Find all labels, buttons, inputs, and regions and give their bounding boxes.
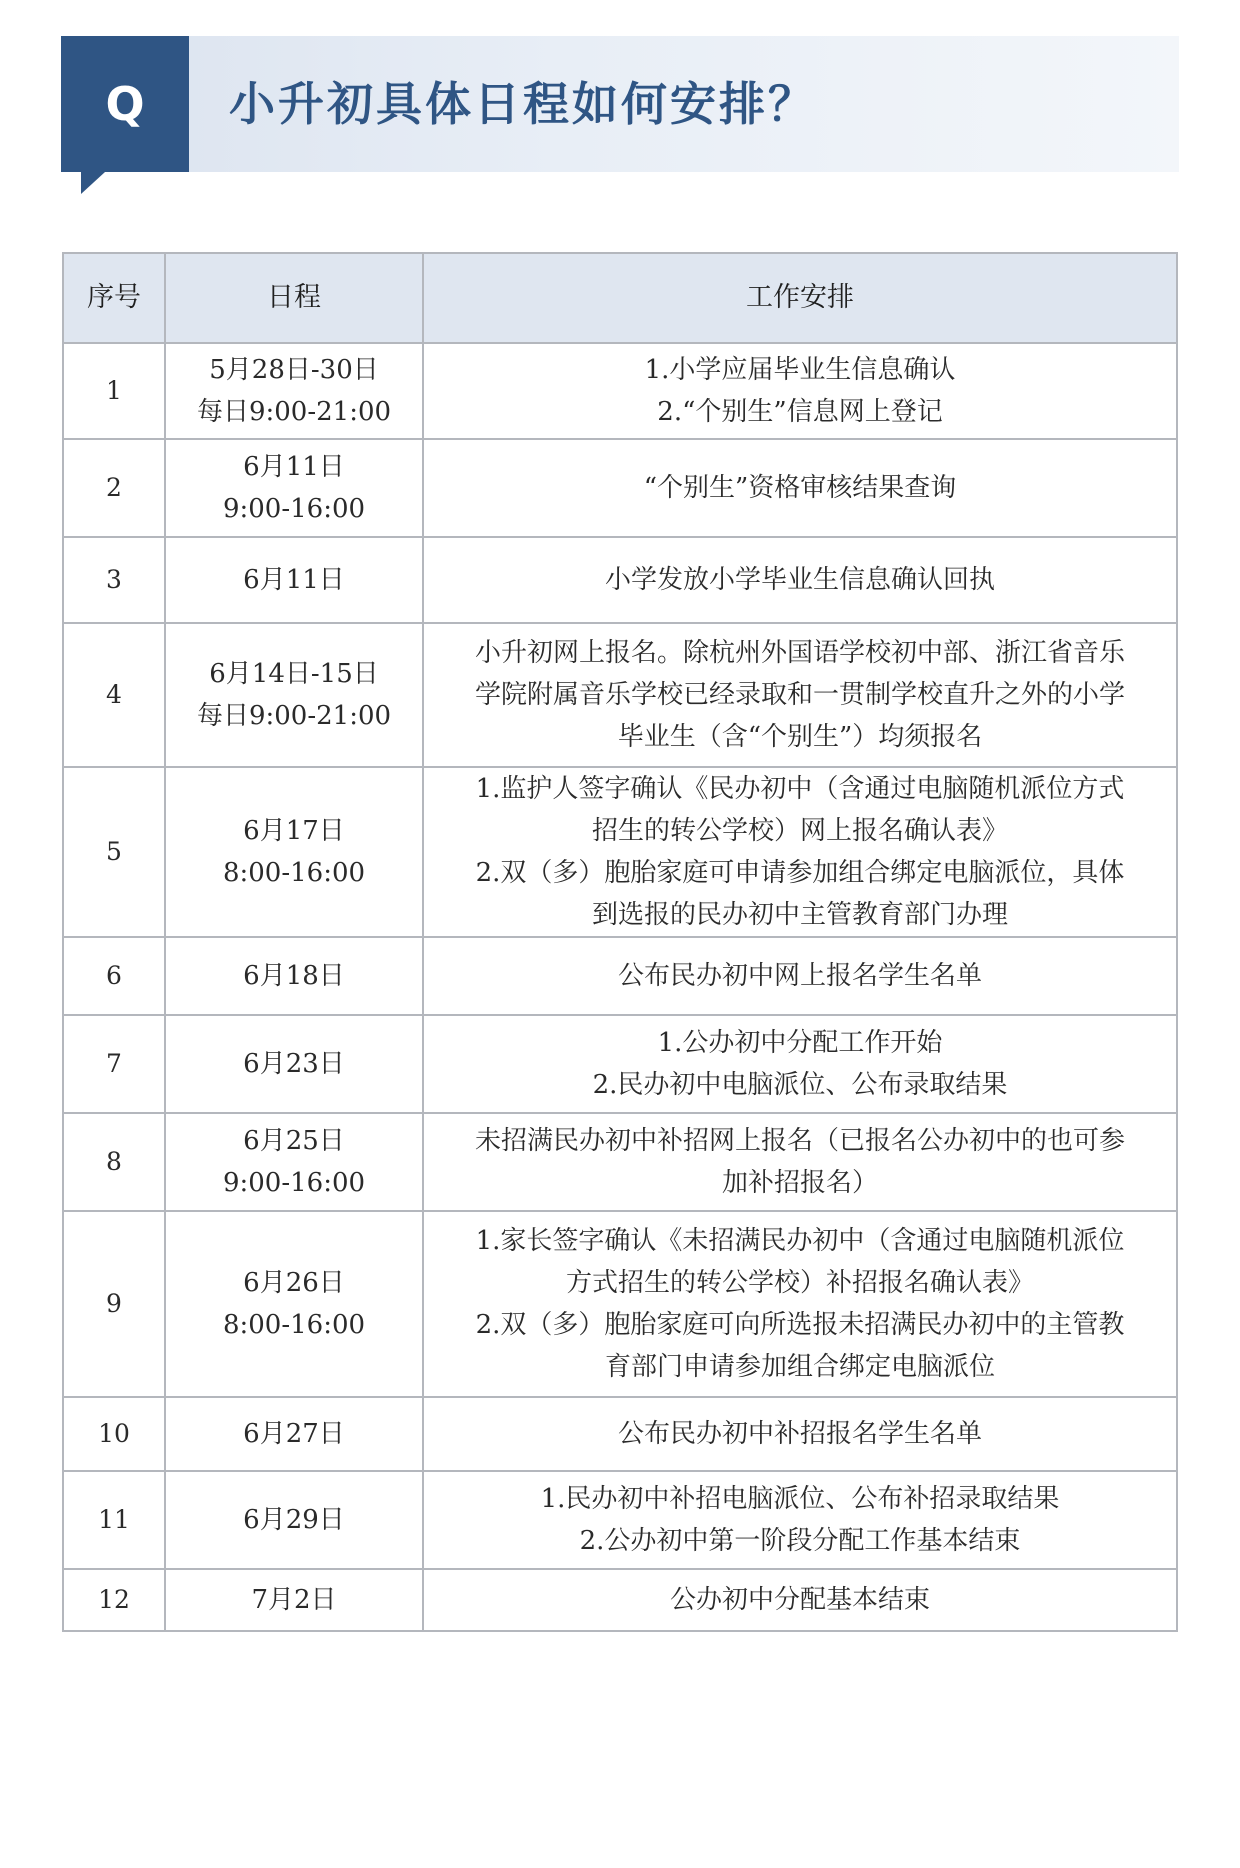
work-arrangement-line: 2.双（多）胞胎家庭可向所选报未招满民办初中的主管教: [475, 1310, 1125, 1340]
work-arrangement-line: 方式招生的转公学校）补招报名确认表》: [565, 1268, 1034, 1298]
table-row: [63, 1471, 1177, 1569]
row-number-cell: 2: [63, 439, 165, 537]
work-arrangement-cell: [423, 623, 1177, 767]
table-row: [63, 623, 1177, 767]
work-arrangement-cell: [423, 1113, 1177, 1211]
table-row: [63, 937, 1177, 1015]
schedule-date-line: 6月18日: [243, 961, 345, 991]
q-badge: [61, 36, 189, 172]
row-number-cell: 1: [63, 343, 165, 439]
work-arrangement-line: 育部门申请参加组合绑定电脑派位: [604, 1352, 995, 1382]
work-arrangement-line: 2.“个别生”信息网上登记: [657, 397, 943, 427]
schedule-date-line: 每日9:00-21:00: [196, 397, 392, 427]
work-arrangement-cell: [423, 1211, 1177, 1397]
table-header: [63, 253, 1177, 343]
table-body: [63, 343, 1177, 1631]
table-row: [63, 1397, 1177, 1471]
work-arrangement-line: 1.监护人签字确认《民办初中（含通过电脑随机派位方式: [475, 774, 1125, 804]
schedule-date-line: 6月27日: [243, 1419, 345, 1449]
schedule-date-line: 7月2日: [251, 1585, 337, 1615]
work-arrangement-cell: [423, 767, 1177, 937]
work-arrangement-cell: [423, 937, 1177, 1015]
schedule-date-cell: [165, 1113, 423, 1211]
work-arrangement-cell: [423, 537, 1177, 623]
schedule-date-line: 5月28日-30日: [209, 355, 379, 385]
schedule-date-line: 6月14日-15日: [209, 659, 379, 689]
schedule-date-line: 6月23日: [243, 1049, 345, 1079]
q-badge-letter: Q: [105, 77, 145, 131]
question-header: [61, 36, 1179, 172]
work-arrangement-line: “个别生”资格审核结果查询: [643, 473, 957, 503]
page-title: 小升初具体日程如何安排？: [229, 77, 817, 131]
row-number-cell: 11: [63, 1471, 165, 1569]
schedule-date-cell: [165, 937, 423, 1015]
schedule-date-line: 6月11日: [243, 452, 345, 482]
work-arrangement-line: 公办初中分配基本结束: [669, 1585, 930, 1615]
table-row: [63, 1015, 1177, 1113]
schedule-date-cell: [165, 1015, 423, 1113]
work-arrangement-line: 2.双（多）胞胎家庭可申请参加组合绑定电脑派位，具体: [475, 858, 1125, 888]
schedule-date-line: 9:00-16:00: [222, 1168, 366, 1198]
schedule-date-cell: [165, 1211, 423, 1397]
row-number-cell: 7: [63, 1015, 165, 1113]
schedule-date-line: 8:00-16:00: [222, 1310, 366, 1340]
work-arrangement-line: 1.小学应届毕业生信息确认: [644, 355, 956, 385]
work-arrangement-line: 学院附属音乐学校已经录取和一贯制学校直升之外的小学: [474, 680, 1125, 710]
work-arrangement-line: 小升初网上报名。除杭州外国语学校初中部、浙江省音乐: [474, 638, 1125, 668]
table-row: [63, 343, 1177, 439]
schedule-date-cell: [165, 439, 423, 537]
work-arrangement-line: 1.家长签字确认《未招满民办初中（含通过电脑随机派位: [475, 1226, 1125, 1256]
schedule-date-line: 8:00-16:00: [222, 858, 366, 888]
row-number-cell: 6: [63, 937, 165, 1015]
work-arrangement-cell: [423, 1471, 1177, 1569]
work-arrangement-line: 1.公办初中分配工作开始: [657, 1028, 943, 1058]
work-arrangement-cell: [423, 343, 1177, 439]
schedule-date-line: 6月26日: [243, 1268, 345, 1298]
row-number-cell: 9: [63, 1211, 165, 1397]
schedule-date-cell: [165, 767, 423, 937]
schedule-date-cell: [165, 1569, 423, 1631]
row-number-cell: 3: [63, 537, 165, 623]
table-row: [63, 767, 1177, 937]
q-badge-tail: [81, 172, 105, 194]
work-arrangement-line: 到选报的民办初中主管教育部门办理: [591, 900, 1008, 930]
table-row: [63, 1569, 1177, 1631]
work-arrangement-line: 招生的转公学校）网上报名确认表》: [591, 816, 1008, 846]
work-arrangement-line: 未招满民办初中补招网上报名（已报名公办初中的也可参: [474, 1126, 1125, 1156]
table-row: [63, 537, 1177, 623]
schedule-date-line: 6月25日: [243, 1126, 345, 1156]
row-number-cell: 10: [63, 1397, 165, 1471]
work-arrangement-cell: [423, 1397, 1177, 1471]
work-arrangement-line: 毕业生（含“个别生”）均须报名: [617, 722, 983, 752]
column-header-work: 工作安排: [423, 253, 1177, 343]
schedule-date-line: 6月29日: [243, 1505, 345, 1535]
schedule-date-line: 6月17日: [243, 816, 345, 846]
column-header-date: 日程: [165, 253, 423, 343]
row-number-cell: 12: [63, 1569, 165, 1631]
work-arrangement-cell: [423, 439, 1177, 537]
schedule-date-cell: [165, 1397, 423, 1471]
table-row: [63, 1113, 1177, 1211]
schedule-table: [62, 252, 1178, 1632]
work-arrangement-line: 1.民办初中补招电脑派位、公布补招录取结果: [540, 1484, 1060, 1514]
table-header-row: [63, 253, 1177, 343]
schedule-date-line: 9:00-16:00: [222, 494, 366, 524]
schedule-date-cell: [165, 537, 423, 623]
table-row: [63, 1211, 1177, 1397]
row-number-cell: 5: [63, 767, 165, 937]
work-arrangement-line: 小学发放小学毕业生信息确认回执: [604, 565, 995, 595]
work-arrangement-cell: [423, 1015, 1177, 1113]
schedule-date-cell: [165, 1471, 423, 1569]
column-header-no: 序号: [63, 253, 165, 343]
schedule-date-line: 6月11日: [243, 565, 345, 595]
work-arrangement-line: 公布民办初中补招报名学生名单: [617, 1419, 982, 1449]
work-arrangement-line: 公布民办初中网上报名学生名单: [617, 961, 982, 991]
schedule-date-cell: [165, 343, 423, 439]
schedule-date-cell: [165, 623, 423, 767]
work-arrangement-line: 加补招报名）: [721, 1168, 878, 1198]
table-row: [63, 439, 1177, 537]
work-arrangement-line: 2.公办初中第一阶段分配工作基本结束: [579, 1526, 1021, 1556]
schedule-date-line: 每日9:00-21:00: [196, 701, 392, 731]
row-number-cell: 4: [63, 623, 165, 767]
work-arrangement-line: 2.民办初中电脑派位、公布录取结果: [592, 1070, 1008, 1100]
work-arrangement-cell: [423, 1569, 1177, 1631]
row-number-cell: 8: [63, 1113, 165, 1211]
